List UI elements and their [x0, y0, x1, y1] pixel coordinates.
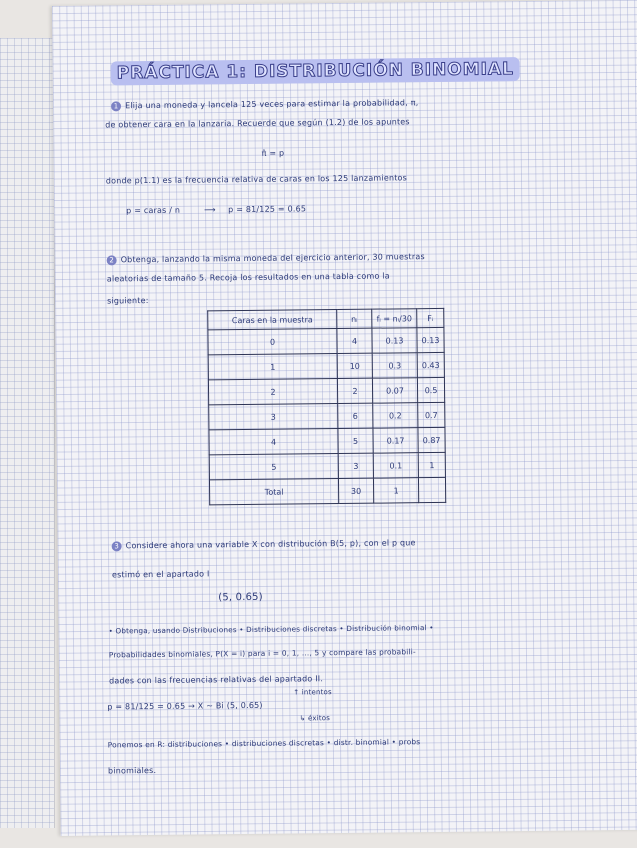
- section-1-line-3: donde p(1.1) es la frecuencia relativa de caras en los 125 lanzamientos: [105, 173, 408, 186]
- table-cell: [418, 477, 445, 502]
- section-1-number: 1: [111, 101, 121, 111]
- table-cell: 1: [373, 478, 418, 503]
- table-cell: 6: [338, 403, 373, 428]
- table-header-cell: Caras en la muestra: [208, 310, 337, 330]
- frequency-table: [207, 308, 446, 505]
- table-cell: 5: [338, 428, 373, 453]
- section-1-arrow: ⟶: [204, 205, 216, 215]
- table-cell: 0.7: [418, 402, 445, 427]
- table-cell: Total: [209, 479, 338, 505]
- table-header-cell: fᵢ = nᵢ/30: [372, 309, 417, 328]
- table-cell: 30: [338, 478, 373, 503]
- table-cell: 1: [208, 354, 337, 380]
- table-cell: 3: [338, 453, 373, 478]
- section-2-line-3: siguiente:: [107, 296, 149, 306]
- table-cell: 2: [208, 379, 337, 405]
- section-3-formula: (5, 0.65): [218, 591, 263, 604]
- section-2-line-2: aleatorias de tamaño 5. Recoja los resultados en una tabla como la: [106, 271, 390, 284]
- table-cell: 0.3: [372, 353, 417, 378]
- table-row: [209, 452, 445, 479]
- table-header-row: [208, 308, 444, 329]
- table-cell: 0.87: [418, 427, 445, 452]
- table-cell: 0: [208, 329, 337, 355]
- table-cell: 0.5: [417, 377, 444, 402]
- left-notebook-page: [0, 38, 55, 828]
- section-3-line-1: 3 Considere ahora una variable X con distribución B(5, p), con el p que: [112, 538, 416, 551]
- table-cell: 10: [337, 353, 372, 378]
- section-3-annotation-attempts: ↑ intentos: [293, 688, 332, 697]
- section-2-number: 2: [107, 255, 117, 265]
- table-cell: 4: [209, 429, 338, 455]
- table-cell: 0.17: [373, 428, 418, 453]
- table-total-row: [209, 477, 445, 504]
- section-1-formula-right: p = 81/125 = 0.65: [228, 204, 307, 215]
- table-cell: 1: [418, 452, 445, 477]
- section-3-number: 3: [112, 541, 122, 551]
- section-3-line-3: • Obtenga, usando Distribuciones • Distribuciones discretas • Distribución binomial •: [108, 623, 434, 636]
- table-row: [209, 427, 445, 454]
- table-row: [208, 377, 444, 404]
- section-3-annotation-successes: ↳ éxitos: [299, 714, 331, 723]
- section-3-line-7: binomiales.: [107, 765, 157, 776]
- table-cell: 0.13: [417, 327, 444, 352]
- table-cell: 5: [209, 454, 338, 480]
- section-1-formula-estimator: π̂ = p: [261, 148, 285, 158]
- section-3-line-2: estimó en el apartado I: [111, 569, 210, 580]
- section-1-formula-left: p = caras / n: [126, 205, 181, 216]
- table-row: [208, 327, 444, 354]
- section-2-line-1: 2 Obtenga, lanzando la misma moneda del ejercicio anterior, 30 muestras: [107, 252, 425, 265]
- section-3-formula-2: p = 81/125 = 0.65 → X ~ Bi (5, 0.65): [107, 700, 263, 712]
- table-cell: 3: [209, 404, 338, 430]
- table-cell: 0.07: [372, 378, 417, 403]
- section-1-line-1: 1 Elija una moneda y lancela 125 veces para estimar la probabilidad, π,: [111, 98, 418, 111]
- table-cell: 0.13: [372, 328, 417, 353]
- section-3-line-6: Ponemos en R: distribuciones • distribuciones discretas • distr. binomial • probs: [107, 737, 421, 750]
- page-title: PRÁCTICA 1: DISTRIBUCIÓN BINOMIAL: [111, 57, 520, 85]
- table-header-cell: Fᵢ: [417, 308, 444, 327]
- table-cell: 0.2: [373, 403, 418, 428]
- table-row: [209, 402, 445, 429]
- table-cell: 0.43: [417, 352, 444, 377]
- table-cell: 4: [337, 328, 372, 353]
- notebook-page: [52, 0, 637, 836]
- section-3-line-5: dades con las frecuencias relativas del apartado II.: [109, 674, 324, 686]
- section-1-line-2: de obtener cara en la lanzaria. Recuerde que según (1.2) de los apuntes: [105, 117, 410, 130]
- table-cell: 2: [337, 378, 372, 403]
- table-header-cell: nᵢ: [337, 309, 372, 328]
- section-3-line-4: Probabilidades binomiales, P(X = i) para i = 0, 1, ..., 5 y compare las probabili-: [108, 647, 416, 660]
- table-cell: 0.1: [373, 453, 418, 478]
- table-row: [208, 352, 444, 379]
